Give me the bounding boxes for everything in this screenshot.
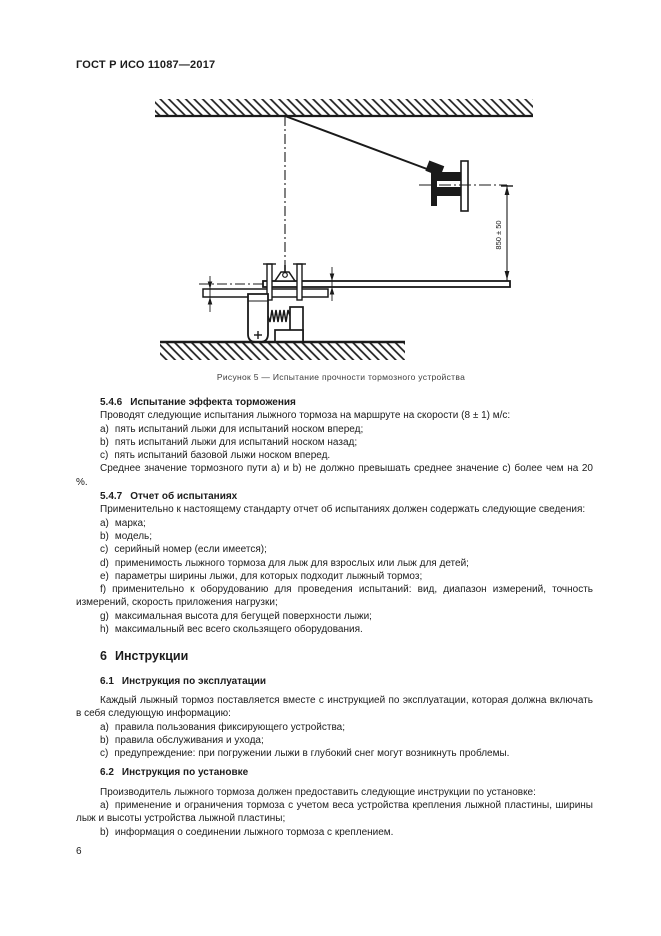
- cable-line: [285, 116, 435, 172]
- list-item: a) применение и ограничения тормоза с учетом веса устройства крепления лыжной пластины, ширины лыж и высоты устройства лыжной пластины;: [76, 800, 593, 825]
- paragraph: Производитель лыжного тормоза должен предоставить следующие инструкции по установке:: [100, 786, 536, 798]
- list-item: h) максимальный вес всего скользящего оборудования.: [100, 624, 363, 636]
- dimension-label: 850 ± 50: [494, 220, 503, 250]
- heading-6-2: 6.2 Инструкция по установке: [100, 767, 249, 779]
- page-number: 6: [76, 846, 82, 857]
- ski-assembly: [199, 264, 510, 312]
- figure-drawing: [155, 98, 535, 370]
- list-item: b) правила обслуживания и ухода;: [100, 734, 264, 746]
- list-item: e) параметры ширины лыжи, для которых подходит лыжный тормоз;: [100, 570, 423, 582]
- ceiling-hatch: [155, 99, 533, 116]
- paragraph: Среднее значение тормозного пути a) и b) не должно превышать среднее значение c) более чем на 20 %.: [76, 463, 593, 488]
- list-item: a) марка;: [100, 517, 146, 529]
- heading-6-1: 6.1 Инструкция по эксплуатации: [100, 675, 267, 687]
- list-item: b) модель;: [100, 530, 153, 542]
- brake-device: [248, 294, 303, 342]
- list-item: c) пять испытаний базовой лыжи носком вперед.: [100, 450, 331, 462]
- spring: [268, 310, 290, 322]
- list-item: f) применительно к оборудованию для проведения испытаний: вид, диапазон измерений, точность измерений, скорость приложения нагрузки;: [76, 584, 593, 609]
- body-text: [76, 395, 593, 839]
- heading-5-4-6: 5.4.6 Испытание эффекта торможения: [100, 397, 296, 408]
- list-item: c) серийный номер (если имеется);: [100, 544, 267, 556]
- ground-hatch: [160, 342, 405, 360]
- paragraph: Проводят следующие испытания лыжного тормоза на маршруте на скорости (8 ± 1) м/с:: [100, 410, 511, 422]
- page-title: ГОСТ Р ИСО 11087—2017: [76, 59, 216, 71]
- heading-6: 6 Инструкции: [100, 649, 189, 664]
- list-item: g) максимальная высота для бегущей поверхности лыжи;: [100, 610, 372, 622]
- dimension-line: [494, 185, 513, 281]
- list-item: a) правила пользования фиксирующего устройства;: [100, 721, 345, 733]
- heading-5-4-7: 5.4.7 Отчет об испытаниях: [100, 491, 238, 503]
- list-item: c) предупреждение: при погружении лыжи в глубокий снег могут возникнуть проблемы.: [100, 748, 510, 760]
- pendulum-weight: [419, 160, 507, 211]
- paragraph: Применительно к настоящему стандарту отчет об испытаниях должен содержать следующие сведения:: [100, 504, 586, 516]
- list-item: d) применимость лыжного тормоза для лыж для взрослых или лыж для детей;: [100, 557, 469, 569]
- list-item: a) пять испытаний лыжи для испытаний носком вперед;: [100, 423, 364, 435]
- list-item: b) информация о соединении лыжного тормоза с креплением.: [100, 826, 394, 838]
- list-item: b) пять испытаний лыжи для испытаний носком назад;: [100, 436, 358, 448]
- figure-caption: Рисунок 5 — Испытание прочности тормозного устройства: [216, 372, 466, 382]
- paragraph: Каждый лыжный тормоз поставляется вместе с инструкцией по эксплуатации, которая должна включать в себя следующую информацию:: [76, 694, 593, 720]
